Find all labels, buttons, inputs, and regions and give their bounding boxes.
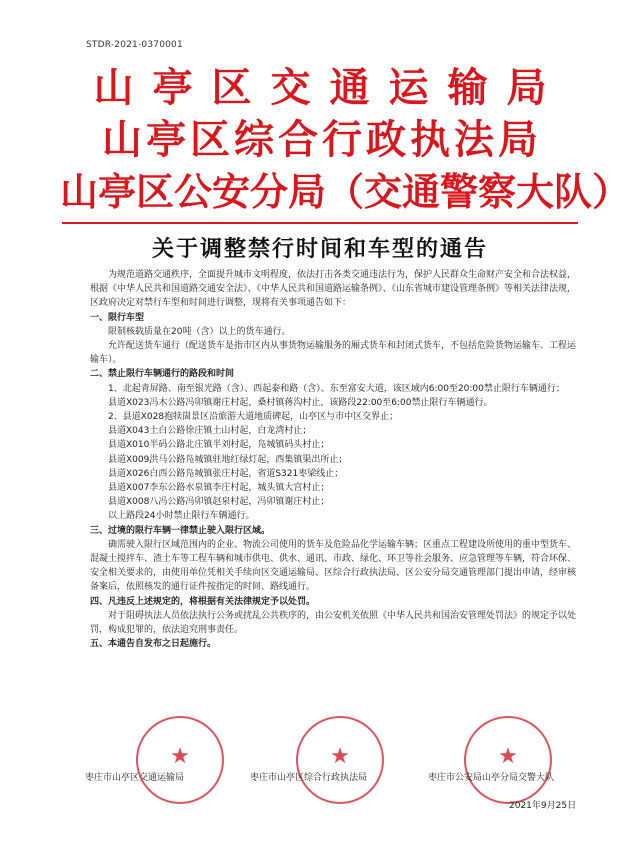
signature-law-enforcement-bureau: 枣庄市山亭区综合行政执法局 (250, 773, 368, 783)
red-divider (62, 222, 578, 224)
section-5-heading: 五、本通告自发布之日起施行。 (90, 639, 217, 650)
section-2-paragraph-1: 1、北起青屏路、南至银光路（含）、西起泰和路（含）、东至富安大道，该区域内6:00至20:00禁止限行车辆通行； (108, 383, 565, 394)
section-1-heading: 一、限行车型 (90, 312, 145, 323)
section-2-heading: 二、禁止限行车辆通行的路段和时间 (90, 369, 235, 380)
road-restriction-line: 县道X026白西公路凫城镇张庄村起，省道S321枣梁线止； (108, 468, 344, 479)
section-2-paragraph-3: 2、县道X028抱犊崮景区沿旅游大道地质碑起，山亭区与市中区交界止； (108, 412, 399, 423)
issue-date: 2021年9月25日 (509, 801, 577, 811)
seal-icon: ★ (296, 716, 384, 804)
section-4-heading: 四、凡违反上述规定的，将根据有关法律规定予以处罚。 (90, 596, 316, 607)
section-2-paragraph-2: 县道X023冯木公路冯卯镇谢庄村起，桑村镇蒋沟村止，该路段22:00至6:00禁止限行车辆通行。 (108, 397, 493, 408)
road-restriction-line: 县道X008八冯公路冯卯镇赵泉村起，冯卯镇谢庄村止； (108, 497, 330, 508)
document-number: STDR-2021-0370001 (86, 40, 183, 50)
road-restriction-line: 县道X043土白公路徐庄镇土山村起，白龙湾村止； (108, 426, 312, 437)
section-3-heading: 三、过境的限行车辆一律禁止驶入限行区域。 (90, 525, 271, 536)
seal-icon: ★ (136, 716, 224, 804)
header-law-enforcement-bureau: 山亭区综合行政执法局 (102, 116, 542, 163)
section-1-paragraph-2: 允许配送货车通行（配送货车是指市区内从事货物运输服务的厢式货车和封闭式货车，不包括危险货物运输车、工程运输车）。 (90, 341, 577, 366)
signature-transport-bureau: 枣庄市山亭区交通运输局 (85, 773, 185, 783)
seal-icon: ★ (464, 716, 552, 804)
section-4-paragraph: 对于阻碍执法人员依法执行公务或扰乱公共秩序的，由公安机关依照《中华人民共和国治安管理处罚法》的规定予以处罚，构成犯罪的，依法追究刑事责任。 (90, 610, 577, 636)
header-transport-bureau: 山亭区交通运输局 (93, 64, 566, 111)
notice-body (90, 268, 578, 651)
road-restriction-line: 县道X009洪马公路凫城镇驻地红绿灯起，西集镇渠出所止； (108, 454, 348, 465)
road-restriction-summary: 以上路段24小时禁止限行车辆通行。 (108, 511, 255, 522)
header-police-branch: 山亭区公安分局（交通警察大队） (60, 169, 631, 214)
road-restriction-line: 县道X007李东公路水泉镇李庄村起，城头镇大宫村止； (108, 483, 330, 494)
section-1-paragraph-1: 限制核载质量在20吨（含）以上的货车通行。 (108, 326, 291, 337)
road-restriction-line: 县道X010半码公路北庄镇半刘村起，凫城镇码头村止； (108, 440, 330, 451)
signature-traffic-police: 枣庄市公安局山亭分局交警大队 (428, 773, 555, 783)
section-3-paragraph: 确需驶入限行区域范围内的企业、物流公司使用的货车及危险品化学运输车辆；区重点工程建设所使用的重中型货车、混凝土搅拌车、渣土车等工程车辆和城市供电、供水、通讯、市政、绿化、环卫等社会服务、应急管理等车辆，符合环保、安全相关要求的，由使用单位凭相关手续向区交通运输局、区综合行政执法局、区公安分局交通管理部门提出申请，经审核备案后，依照核发的通行证件按指定的时间、路线通行。 (90, 539, 577, 593)
notice-title: 关于调整禁行时间和车型的通告 (151, 237, 488, 262)
intro-paragraph: 为规范道路交通秩序，全面提升城市文明程度，依法打击各类交通违法行为，保护人民群众生命财产安全和合法权益，根据《中华人民共和国道路交通安全法》、《中华人民共和国道路运输条例》、《山东省城市建设管理条例》等相关法律法规，区政府决定对禁行车型和时间进行调整，现将有关事项通告如下： (90, 270, 577, 309)
issuing-authorities (60, 62, 631, 218)
